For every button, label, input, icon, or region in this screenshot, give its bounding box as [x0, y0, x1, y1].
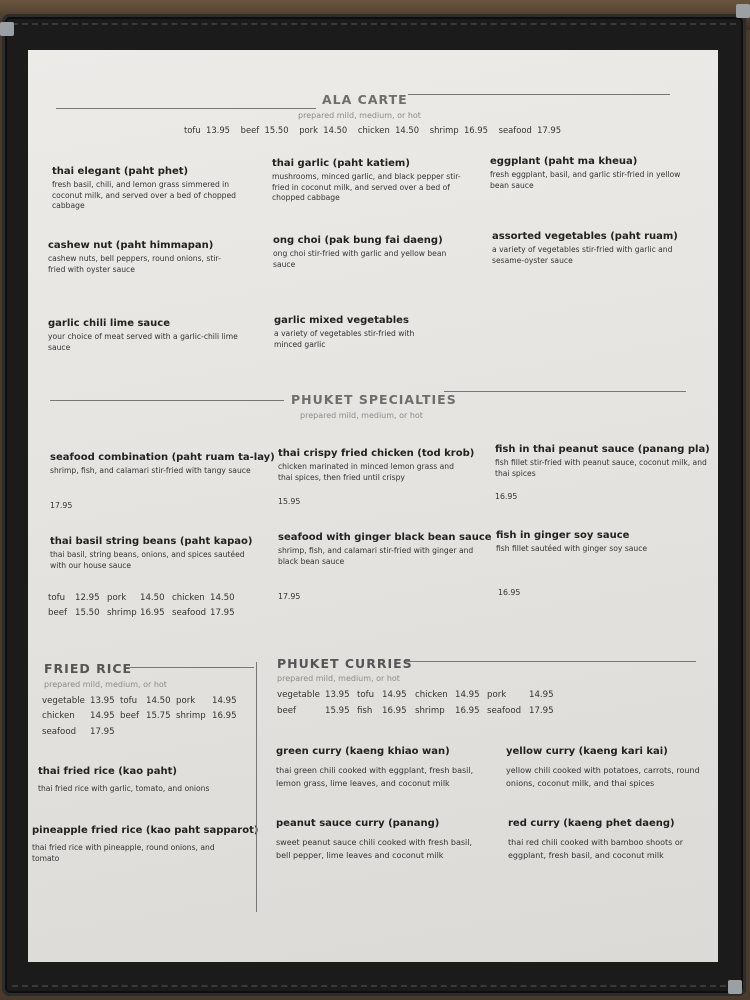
item-name: yellow curry (kaeng kari kai) [506, 746, 668, 757]
item-name: red curry (kaeng phet daeng) [508, 818, 675, 829]
item-name: peanut sauce curry (panang) [276, 818, 440, 829]
price-value: 14.50 [210, 593, 235, 603]
price-name: beef [48, 608, 68, 618]
price-name: chicken [415, 690, 448, 700]
price-value: 17.95 [90, 727, 115, 737]
price-name: seafood [172, 608, 207, 618]
menu-item [48, 318, 238, 353]
folder-stitching [12, 985, 736, 987]
item-name: fish in ginger soy sauce [496, 530, 630, 541]
item-description: fish fillet sautéed with ginger soy sauce [496, 544, 648, 553]
menu-item [496, 530, 696, 555]
section-rule [406, 661, 696, 662]
menu-page [28, 50, 718, 962]
item-price: 17.95 [278, 592, 301, 601]
price-value: 14.95 [212, 696, 237, 706]
item-name: garlic chili lime sauce [48, 318, 170, 329]
menu-item [50, 536, 260, 571]
price-name: beef [120, 711, 140, 721]
item-description: cashew nuts, bell peppers, round onions, stir-fried with oyster sauce [48, 254, 221, 274]
item-description: thai basil, string beans, onions, and spices sautéed with our house sauce [50, 550, 245, 570]
phuket-specialties-subtitle: prepared mild, medium, or hot [300, 411, 423, 420]
ala-carte-subtitle: prepared mild, medium, or hot [298, 111, 421, 120]
menu-item [38, 766, 258, 795]
item-description: sweet peanut sauce chili cooked with fresh basil, bell pepper, lime leaves and coconut milk [276, 838, 473, 860]
price-name: beef [240, 125, 260, 135]
price-name: seafood [487, 706, 522, 716]
price-value: 14.50 [323, 125, 348, 135]
price-name: tofu [184, 125, 201, 135]
price-value: 16.95 [382, 706, 407, 716]
menu-item [278, 532, 492, 567]
price-value: 15.50 [264, 125, 289, 135]
folder-stitching [12, 23, 736, 25]
menu-item [508, 818, 708, 862]
price-value: 12.95 [75, 593, 100, 603]
item-description: chicken marinated in minced lemon grass and thai spices, then fried until crispy [278, 462, 454, 482]
item-name: thai elegant (paht phet) [52, 166, 189, 177]
price-value: 13.95 [90, 696, 115, 706]
price-name: shrimp [415, 706, 445, 716]
item-name: ong choi (pak bung fai daeng) [273, 235, 443, 246]
item-name: eggplant (paht ma kheua) [490, 156, 638, 167]
folder-corner [0, 22, 14, 36]
item-description: shrimp, fish, and calamari stir-fried with tangy sauce [50, 466, 251, 475]
item-description: fresh basil, chili, and lemon grass simmered in coconut milk, and served over a bed of chopped cabbage [52, 180, 236, 210]
item-description: mushrooms, minced garlic, and black pepper stir-fried in coconut milk, and served over a bed of chopped cabbage [272, 172, 461, 202]
price-value: 17.95 [537, 125, 562, 135]
item-name: pineapple fried rice (kao paht sapparot) [32, 825, 259, 836]
menu-item [50, 452, 275, 477]
price-value: 15.95 [325, 706, 350, 716]
price-name: seafood [42, 727, 77, 737]
item-description: fish fillet stir-fried with peanut sauce, coconut milk, and thai spices [495, 458, 707, 478]
item-description: thai fried rice with pineapple, round onions, and tomato [32, 843, 215, 863]
fried-rice-subtitle: prepared mild, medium, or hot [44, 680, 167, 689]
menu-item [278, 448, 475, 483]
phuket-curries-subtitle: prepared mild, medium, or hot [277, 674, 400, 683]
price-name: tofu [357, 690, 375, 700]
menu-item [273, 235, 458, 270]
item-price: 16.95 [495, 492, 518, 501]
item-name: assorted vegetables (paht ruam) [492, 231, 678, 242]
menu-item [276, 746, 488, 790]
item-description: thai fried rice with garlic, tomato, and onions [38, 784, 210, 793]
item-description: yellow chili cooked with potatoes, carrots, round onions, coconut milk, and thai spices [506, 766, 700, 788]
section-rule [408, 94, 670, 95]
ala-carte-title: ALA CARTE [322, 92, 408, 107]
price-value: 14.95 [90, 711, 115, 721]
price-value: 14.95 [382, 690, 407, 700]
menu-item [506, 746, 706, 790]
item-description: ong choi stir-fried with garlic and yellow bean sauce [273, 249, 447, 269]
ala-carte-price-list [184, 125, 561, 135]
item-name: cashew nut (paht himmapan) [48, 240, 214, 251]
item-description: a variety of vegetables stir-fried with garlic and sesame-oyster sauce [492, 245, 673, 265]
price-name: chicken [172, 593, 205, 603]
phuket-specialties-title: PHUKET SPECIALTIES [291, 392, 457, 407]
price-value: 15.50 [75, 608, 100, 618]
price-name: vegetable [277, 690, 320, 700]
price-value: 17.95 [529, 706, 554, 716]
section-rule [444, 391, 686, 392]
curry-price-table [277, 690, 577, 722]
price-value: 16.95 [455, 706, 480, 716]
item-description: thai green chili cooked with eggplant, fresh basil, lemon grass, lime leaves, and coconut milk [276, 766, 474, 788]
item-price: 15.95 [278, 497, 301, 506]
price-name: tofu [120, 696, 138, 706]
item-name: thai basil string beans (paht kapao) [50, 536, 253, 547]
price-value: 14.50 [146, 696, 171, 706]
price-name: chicken [357, 125, 390, 135]
menu-item [276, 818, 488, 862]
item-name: fish in thai peanut sauce (panang pla) [495, 444, 710, 455]
menu-item [492, 231, 702, 266]
menu-item [495, 444, 710, 479]
item-name: green curry (kaeng khiao wan) [276, 746, 450, 757]
price-name: tofu [48, 593, 66, 603]
menu-item [48, 240, 238, 275]
price-name: fish [357, 706, 373, 716]
price-value: 13.95 [325, 690, 350, 700]
item-price: 16.95 [498, 588, 521, 597]
item-price: 17.95 [50, 501, 73, 510]
price-value: 14.95 [529, 690, 554, 700]
price-name: shrimp [107, 608, 137, 618]
item-name: thai garlic (paht katiem) [272, 158, 410, 169]
price-value: 16.95 [212, 711, 237, 721]
price-name: pork [487, 690, 507, 700]
price-name: pork [107, 593, 127, 603]
price-name: beef [277, 706, 297, 716]
price-value: 14.95 [455, 690, 480, 700]
string-bean-price-table [48, 593, 248, 623]
section-rule [130, 667, 254, 668]
fried-rice-title: FRIED RICE [44, 661, 133, 676]
price-value: 16.95 [140, 608, 165, 618]
price-value: 14.50 [395, 125, 420, 135]
price-value: 15.75 [146, 711, 171, 721]
item-description: fresh eggplant, basil, and garlic stir-fried in yellow bean sauce [490, 170, 681, 190]
folder-corner [736, 4, 750, 18]
menu-item [32, 825, 259, 864]
price-name: pork [299, 125, 318, 135]
menu-item [52, 166, 242, 212]
price-name: shrimp [429, 125, 459, 135]
menu-item [490, 156, 690, 191]
item-description: thai red chili cooked with bamboo shoots or eggplant, fresh basil, and coconut milk [508, 838, 684, 860]
fried-rice-price-table [42, 696, 252, 742]
section-rule [56, 108, 316, 109]
price-name: vegetable [42, 696, 85, 706]
item-name: thai fried rice (kao paht) [38, 766, 177, 777]
item-description: shrimp, fish, and calamari stir-fried with ginger and black bean sauce [278, 546, 474, 566]
price-value: 17.95 [210, 608, 235, 618]
price-value: 14.50 [140, 593, 165, 603]
section-rule [50, 400, 284, 401]
item-name: seafood combination (paht ruam ta-lay) [50, 452, 275, 463]
price-value: 16.95 [463, 125, 488, 135]
price-name: chicken [42, 711, 75, 721]
column-divider [256, 662, 257, 912]
menu-item [274, 315, 444, 350]
price-name: pork [176, 696, 196, 706]
item-name: seafood with ginger black bean sauce [278, 532, 492, 543]
menu-item [272, 158, 462, 204]
price-name: shrimp [176, 711, 206, 721]
item-name: garlic mixed vegetables [274, 315, 409, 326]
phuket-curries-title: PHUKET CURRIES [277, 656, 413, 671]
item-description: your choice of meat served with a garlic-chili lime sauce [48, 332, 238, 352]
folder-corner [728, 980, 742, 994]
item-description: a variety of vegetables stir-fried with minced garlic [274, 329, 415, 349]
item-name: thai crispy fried chicken (tod krob) [278, 448, 475, 459]
price-value: 13.95 [206, 125, 230, 135]
price-name: seafood [498, 125, 532, 135]
